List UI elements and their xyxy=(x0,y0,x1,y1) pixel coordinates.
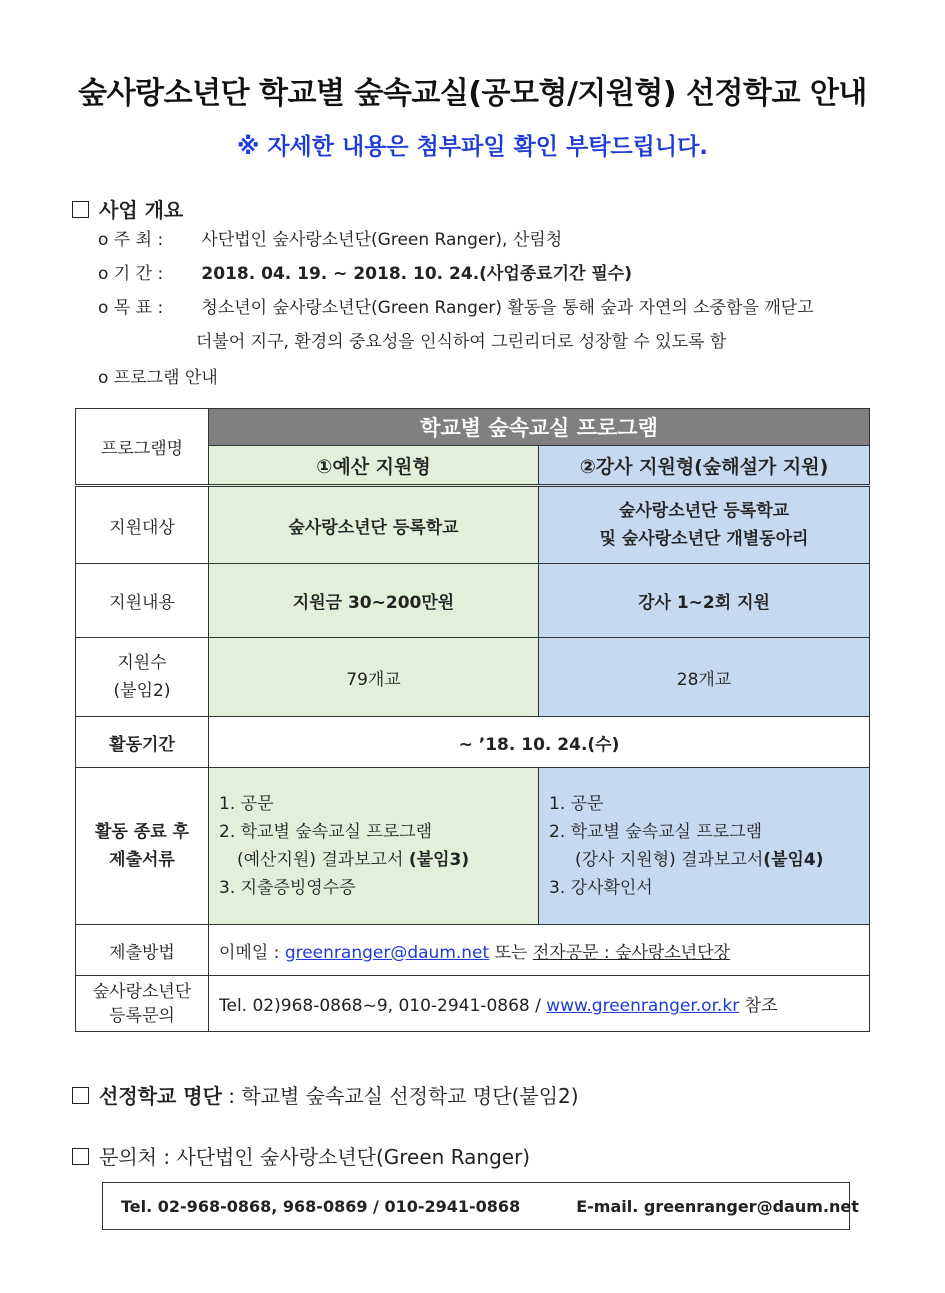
contact-tel: Tel. 02-968-0868, 968-0869 / 010-2941-0868 xyxy=(121,1196,521,1216)
period-line: o 기 간 : 2018. 04. 19. ~ 2018. 10. 24.(사업종료기간 필수) xyxy=(98,264,633,284)
count-label: 지원수 (붙임2) xyxy=(76,638,209,717)
contact-box xyxy=(102,1182,859,1230)
inquiry-label: 숲사랑소년단 등록문의 xyxy=(76,976,209,1032)
goal-line-1: o 목 표 : 청소년이 숲사랑소년단(Green Ranger) 활동을 통해 숲과 자연의 소중함을 깨닫고 xyxy=(98,298,814,318)
content-label: 지원내용 xyxy=(76,564,209,638)
page-title: 숲사랑소년단 학교별 숲속교실(공모형/지원형) 선정학교 안내 xyxy=(78,76,867,111)
col2-header: ②강사 지원형(숲해설가 지원) xyxy=(539,446,870,486)
page-subtitle: ※ 자세한 내용은 첨부파일 확인 부탁드립니다. xyxy=(236,134,709,160)
overview-heading: 사업 개요 xyxy=(72,194,183,223)
content-col1: 지원금 30~200만원 xyxy=(209,564,539,638)
count-col1: 79개교 xyxy=(209,638,539,717)
goal-line-2: 더불어 지구, 환경의 중요성을 인식하여 그린리더로 성장할 수 있도록 함 xyxy=(196,332,727,352)
contact-heading: 문의처 : 사단법인 숲사랑소년단(Green Ranger) xyxy=(72,1141,530,1170)
docs-col1: 1. 공문 2. 학교별 숲속교실 프로그램 (예산지원) 결과보고서 (붙임3) 3. 지출증빙영수증 xyxy=(209,768,539,925)
program-table xyxy=(75,408,870,1032)
inquiry-url-link[interactable]: www.greenranger.or.kr xyxy=(546,996,740,1016)
checkbox-square-icon xyxy=(72,1087,89,1104)
program-intro: o 프로그램 안내 xyxy=(98,368,218,388)
checkbox-square-icon xyxy=(72,1148,89,1165)
target-col1: 숲사랑소년단 등록학교 xyxy=(209,486,539,564)
contact-email: E-mail. greenranger@daum.net xyxy=(576,1196,859,1216)
count-col2: 28개교 xyxy=(539,638,870,717)
inquiry-value: Tel. 02)968-0868~9, 010-2941-0868 / www.greenranger.or.kr 참조 xyxy=(209,976,870,1032)
target-col2: 숲사랑소년단 등록학교 및 숲사랑소년단 개별동아리 xyxy=(539,486,870,564)
selected-heading: 선정학교 명단 : 학교별 숲속교실 선정학교 명단(붙임2) xyxy=(72,1080,579,1109)
host-line: o 주 최 : 사단법인 숲사랑소년단(Green Ranger), 산림청 xyxy=(98,230,563,250)
period-value: ~ ’18. 10. 24.(수) xyxy=(209,717,870,768)
submit-label: 제출방법 xyxy=(76,925,209,976)
checkbox-square-icon xyxy=(72,201,89,218)
submit-value: 이메일 : greenranger@daum.net 또는 전자공문 : 숲사랑소년단장 xyxy=(209,925,870,976)
program-name-label: 프로그램명 xyxy=(76,409,209,486)
docs-label: 활동 종료 후 제출서류 xyxy=(76,768,209,925)
target-label: 지원대상 xyxy=(76,486,209,564)
content-col2: 강사 1~2회 지원 xyxy=(539,564,870,638)
program-title: 학교별 숲속교실 프로그램 xyxy=(209,409,870,446)
docs-col2: 1. 공문 2. 학교별 숲속교실 프로그램 (강사 지원형) 결과보고서(붙임4) 3. 강사확인서 xyxy=(539,768,870,925)
period-label: 활동기간 xyxy=(76,717,209,768)
submit-email-link[interactable]: greenranger@daum.net xyxy=(284,942,490,963)
col1-header: ①예산 지원형 xyxy=(209,446,539,486)
